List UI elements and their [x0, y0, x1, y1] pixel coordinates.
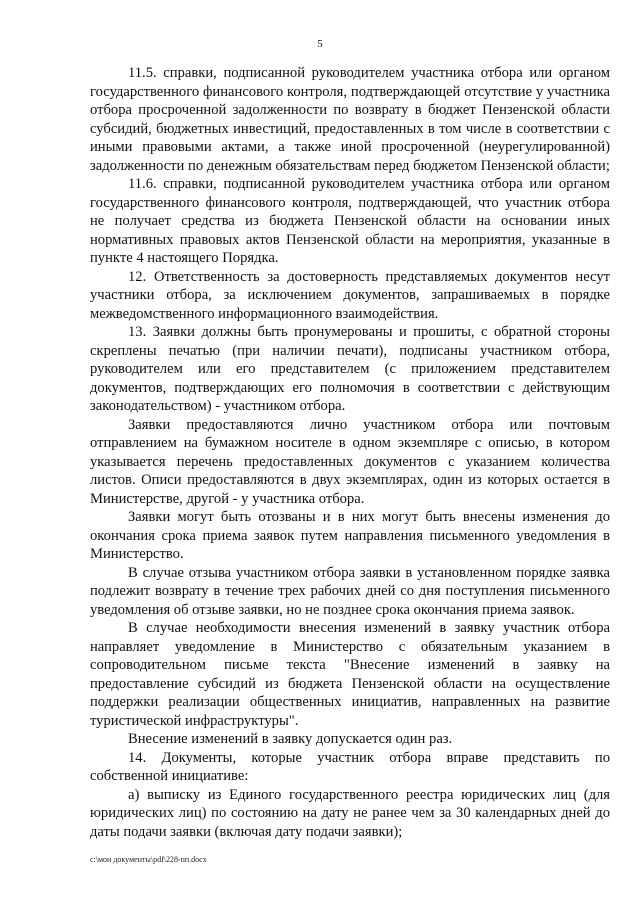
footer-file-path: c:\мои документы\pdf\228-пп.docx	[90, 855, 207, 864]
paragraph-14: 14. Документы, которые участник отбора вправе представить по собственной инициативе:	[90, 749, 610, 784]
paragraph-13: 13. Заявки должны быть пронумерованы и прошиты, с обратной стороны скреплены печатью (при наличии печати), подписаны участником отбора, руководителем или его представителем (с приложением представителем документов, подтверждающих его полномочия в соответствии с действующим законодательством) - участником отбора.	[90, 324, 610, 414]
paragraph-11-5: 11.5. справки, подписанной руководителем участника отбора или органом государственного финансового контроля, подтверждающей отсутствие у участника отбора просроченной задолженности по возврату в бюджет Пензенской области субсидий, бюджетных инвестиций, предоставленных в том числе в соответствии с иными правовыми актами, а также иной просроченной (неурегулированной) задолженности по денежным обязательствам перед бюджетом Пензенской области;	[90, 65, 610, 174]
paragraph-submission: Заявки предоставляются лично участником отбора или почтовым отправлением на бумажном носителе в одном экземпляре с описью, в котором указывается перечень предоставленных документов с указанием количества листов. Описи предоставляются в двух экземплярах, один из которых остается в Министерстве, другой - у участника отбора.	[90, 416, 610, 507]
paragraph-return: В случае отзыва участником отбора заявки в установленном порядке заявка подлежит возврату в течение трех рабочих дней со дня поступления письменного уведомления об отзыве заявки, но не позднее срока окончания приема заявок.	[90, 564, 610, 618]
paragraph-12: 12. Ответственность за достоверность представляемых документов несут участники отбора, за исключением документов, запрашиваемых в порядке межведомственного информационного взаимодействия.	[90, 268, 610, 322]
paragraph-14-a: а) выписку из Единого государственного реестра юридических лиц (для юридических лиц) по состоянию на дату не ранее чем за 30 календарных дней до даты подачи заявки (включая дату подачи заявки);	[90, 786, 610, 840]
paragraph-withdrawal: Заявки могут быть отозваны и в них могут быть внесены изменения до окончания срока приема заявок путем направления письменного уведомления в Министерство.	[90, 509, 610, 562]
page-number: 5	[317, 38, 323, 50]
document-body	[90, 64, 610, 841]
paragraph-changes: В случае необходимости внесения изменений в заявку участник отбора направляет уведомление в Министерство с обязательным указанием в сопроводительном письме текста "Внесение изменений в заявку на предоставление субсидий из бюджета Пензенской области на осуществление поддержки реализации общественных инициатив, направленных на развитие туристической инфраструктуры".	[90, 620, 610, 729]
paragraph-once: Внесение изменений в заявку допускается один раз.	[128, 731, 453, 747]
paragraph-11-6: 11.6. справки, подписанной руководителем участника отбора или органом государственного финансового контроля, подтверждающей, что участник отбора не получает средства из бюджета Пензенской области на основании иных нормативных правовых актов Пензенской области на мероприятия, указанные в пункте 4 настоящего Порядка.	[90, 176, 610, 266]
